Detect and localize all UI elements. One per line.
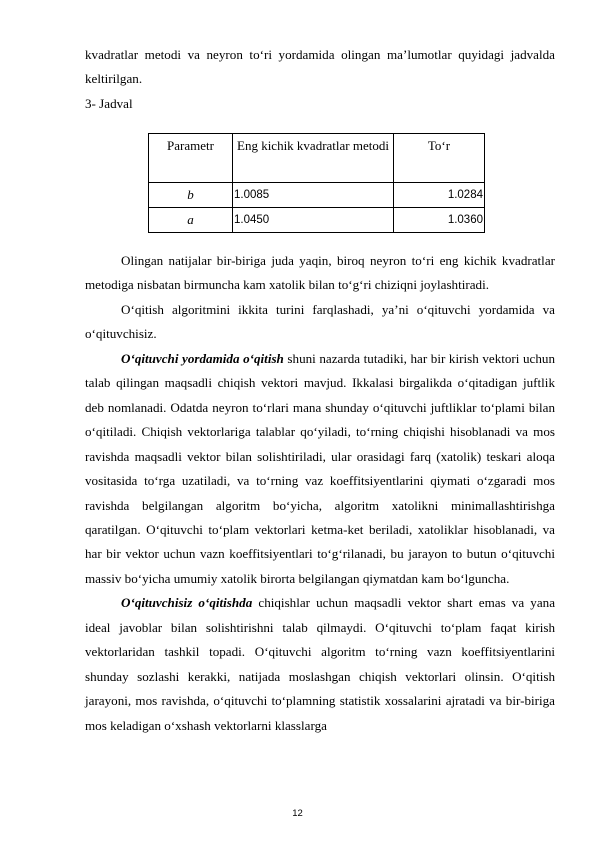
table-row <box>149 208 485 233</box>
paragraph-supervised <box>85 347 555 592</box>
paragraph-results: Olingan natijalar bir-biriga juda yaqin, biroq neyron to‘ri eng kichik kvadratlar metodiga nisbatan birmuncha kam xatolik bilan to‘g‘ri chiziqni joylashtiradi. <box>85 253 555 293</box>
paragraph-unsupervised-text: chiqishlar uchun maqsadli vektor shart emas va yana ideal javoblar bilan solishtirishni talab qilmaydi. O‘qituvchi to‘plam faqat kirish vektorlaridan tashkil topadi. O‘qituvchi algoritm to‘rning vazn koeffitsiyentlarini shunday sozlashi kerakki, natijada moslashgan chiqish vektorlari olinsin. O‘qitish jarayoni, mos ravishda, o‘qituvchi to‘plamning statistik xossalarini ajratadi va bir-biriga mos keladigan o‘xshash vektorlarni klasslarga <box>85 595 556 733</box>
paragraph-unsupervised <box>85 591 555 738</box>
table-row <box>149 183 485 208</box>
cell-net: 1.0284 <box>394 183 485 208</box>
header-lsm: Eng kichik kvadratlar metodi <box>233 134 394 183</box>
header-net: To‘r <box>394 134 485 183</box>
term-supervised: O‘qituvchi yordamida o‘qitish <box>121 350 284 366</box>
table-caption: 3- Jadval <box>85 95 133 111</box>
cell-param: a <box>149 208 233 233</box>
cell-lsm: 1.0450 <box>233 208 394 233</box>
page-number: 12 <box>292 808 303 819</box>
results-table <box>148 133 485 233</box>
cell-net: 1.0360 <box>394 208 485 233</box>
cell-param: b <box>149 183 233 208</box>
intro-text: kvadratlar metodi va neyron to‘ri yordamida olingan ma’lumotlar quyidagi jadvalda keltirilgan. <box>85 47 555 87</box>
header-parametr: Parametr <box>149 134 233 183</box>
paragraph-supervised-text: shuni nazarda tutadiki, har bir kirish vektori uchun talab qilingan maqsadli chiqish vektori mavjud. Ikkalasi birgalikda o‘qitadigan juftlik deb nomlanadi. Odatda neyron to‘rlari mana shunday o‘qituvchi juftliklar to‘plami bilan o‘qitiladi. Chiqish vektorlariga talablar qo‘yiladi, to‘rning chiqishi hisoblanadi va mos ravishda maqsadli vektor bilan solishtiriladi, ular orasidagi farq (xatolik) teskari aloqa vositasida to‘rga uzatiladi, va to‘rning vaz koeffitsiyentlarini qiymati o‘zgaradi mos ravishda belgilangan algoritm bo‘yicha, algoritm xatolikni minimallashtirishga qaratilgan. O‘qituvchi to‘plam vektorlari ketma-ket beriladi, xatoliklar hisoblanadi, va har bir vektor uchun vazn koeffitsiyentlari to‘g‘rilanadi, bu jarayon to butun o‘qituvchi massiv bo‘yicha umumiy xatolik birorta belgilangan qiymatdan kam bo‘lguncha. <box>85 350 555 586</box>
cell-lsm: 1.0085 <box>233 183 394 208</box>
paragraph-algorithm-types: O‘qitish algoritmini ikkita turini farqlashadi, ya’ni o‘qituvchi yordamida va o‘qituvchisiz. <box>85 301 555 342</box>
intro-block <box>85 43 555 116</box>
table-header-row <box>149 134 485 183</box>
body-text <box>85 249 555 738</box>
term-unsupervised: O‘qituvchisiz o‘qitishda <box>121 595 253 611</box>
